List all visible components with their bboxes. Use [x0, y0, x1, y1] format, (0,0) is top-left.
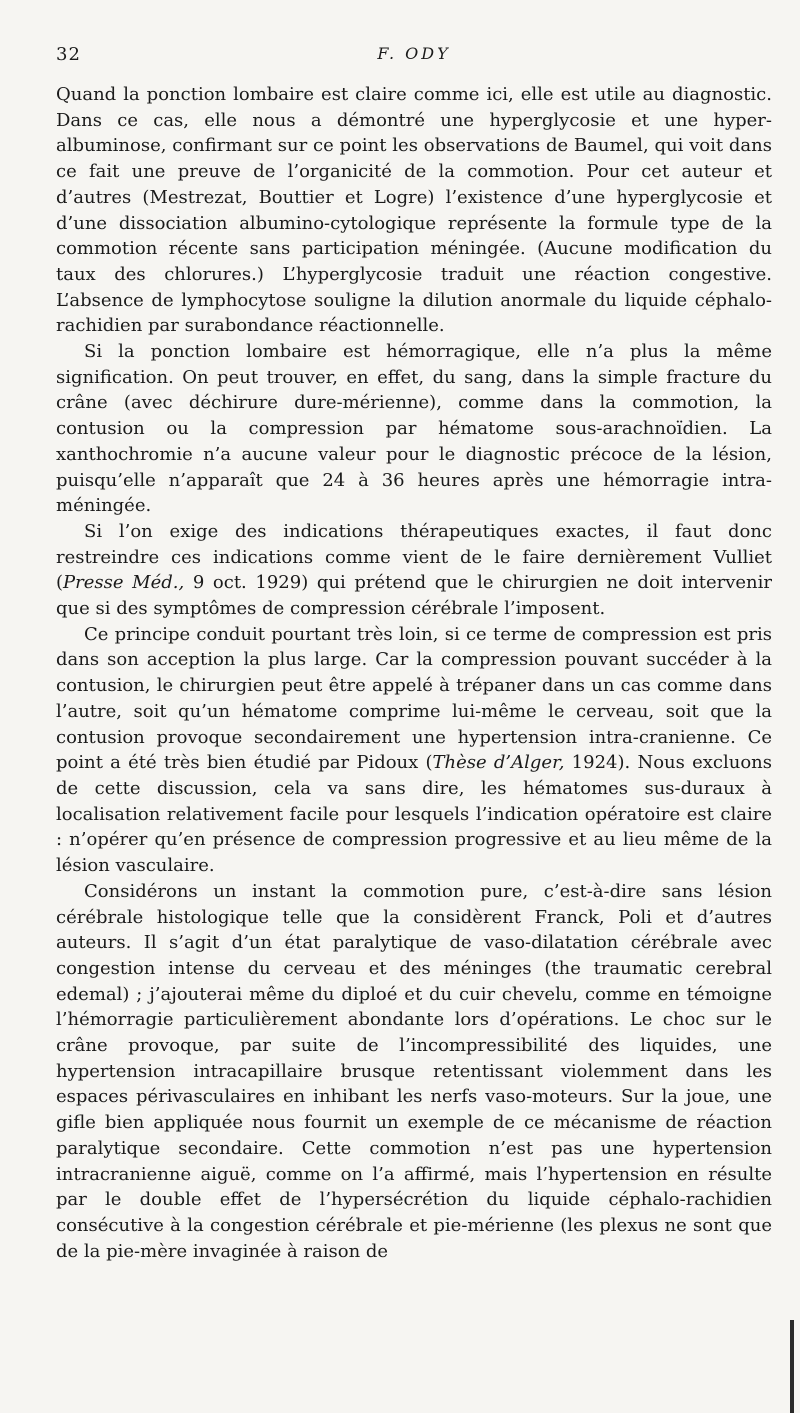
citation-presse-med: Presse Méd.,	[63, 572, 185, 594]
paragraph-4-text-a: Ce principe conduit pourtant très loin, si ce terme de compression est pris dans son acception la plus large. Car la compression pouvant succéder à la contusion, le chirurgien peut être appelé à trépaner dans un cas comme dans l’autre, soit qu’un hématome comprime lui-même le cerveau, soit que la contusion provoque secondairement une hypertension intra-cranienne. Ce point a été très bien étudié par Pidoux (	[56, 623, 772, 774]
page-header	[56, 44, 772, 74]
paragraph-3	[56, 519, 772, 622]
paragraph-3-text-a: Si l’on exige des indications thérapeutiques exactes, il faut donc restreindre ces indications comme vient de le faire dernièrement Vulliet (	[56, 520, 772, 594]
paragraph-1: Quand la ponction lombaire est claire comme ici, elle est utile au diagnostic. Dans ce cas, elle nous a démontré une hyperglycosie et une hyper-albuminose, confirmant sur ce point les observations de Baumel, qui voit dans ce fait une preuve de l’organicité de la commotion. Pour cet auteur et d’autres (Mestrezat, Bouttier et Logre) l’existence d’une hyperglycosie et d’une dissociation albumino-cytologique représente la formule type de la commotion récente sans participation méningée. (Aucune modification du taux des chlorures.) L’hyperglycosie traduit une réaction congestive. L’absence de lymphocytose souligne la dilution anormale du liquide céphalo-rachidien par surabondance réactionnelle.	[56, 84, 772, 337]
page-edge-mark	[790, 1320, 794, 1413]
paragraph-4	[56, 622, 772, 879]
page-number: 32	[56, 44, 81, 65]
paragraph-2: Si la ponction lombaire est hémorragique, elle n’a plus la même signification. On peut trouver, en effet, du sang, dans la simple fracture du crâne (avec déchirure dure-mérienne), comme dans la commotion, la contusion ou la compression par hématome sous-arachnoïdien. La xanthochromie n’a aucune valeur pour le diagnostic précoce de la lésion, puisqu’elle n’apparaît que 24 à 36 heures après une hémorragie intra-méningée.	[56, 341, 772, 517]
body-text	[56, 82, 772, 1264]
citation-these-alger: Thèse d’Alger,	[432, 752, 565, 774]
paragraph-3-text-b: 9 oct. 1929) qui prétend que le chirurgien ne doit intervenir que si des symptômes de compression cérébrale l’imposent.	[56, 572, 773, 620]
paragraph-4-text-b: 1924). Nous excluons de cette discussion, cela va sans dire, les hématomes sus-duraux à localisation relativement facile pour lesquels l’indication opératoire est claire : n’opérer qu’en présence de compression progressive et au lieu même de la lésion vasculaire.	[56, 752, 773, 877]
paragraph-5: Considérons un instant la commotion pure, c’est-à-dire sans lésion cérébrale histologique telle que la considèrent Franck, Poli et d’autres auteurs. Il s’agit d’un état paralytique de vaso-dilatation cérébrale avec congestion intense du cerveau et des méninges (the traumatic cerebral edemal) ; j’ajouterai même du diploé et du cuir chevelu, comme en témoigne l’hémorragie particulièrement abondante lors d’opérations. Le choc sur le crâne provoque, par suite de l’incompressibilité des liquides, une hypertension intracapillaire brusque retentissant violemment dans les espaces périvasculaires en inhibant les nerfs vaso-moteurs. Sur la joue, une gifle bien appliquée nous fournit un exemple de ce mécanisme de réaction paralytique secondaire. Cette commotion n’est pas une hypertension intracranienne aiguë, comme on l’a affirmé, mais l’hypertension en résulte par le double effet de l’hypersécrétion du liquide céphalo-rachidien consécutive à la congestion cérébrale et pie-mérienne (les plexus ne sont que de la pie-mère invaginée à raison de	[56, 880, 772, 1262]
running-title: F. ODY	[377, 44, 451, 63]
